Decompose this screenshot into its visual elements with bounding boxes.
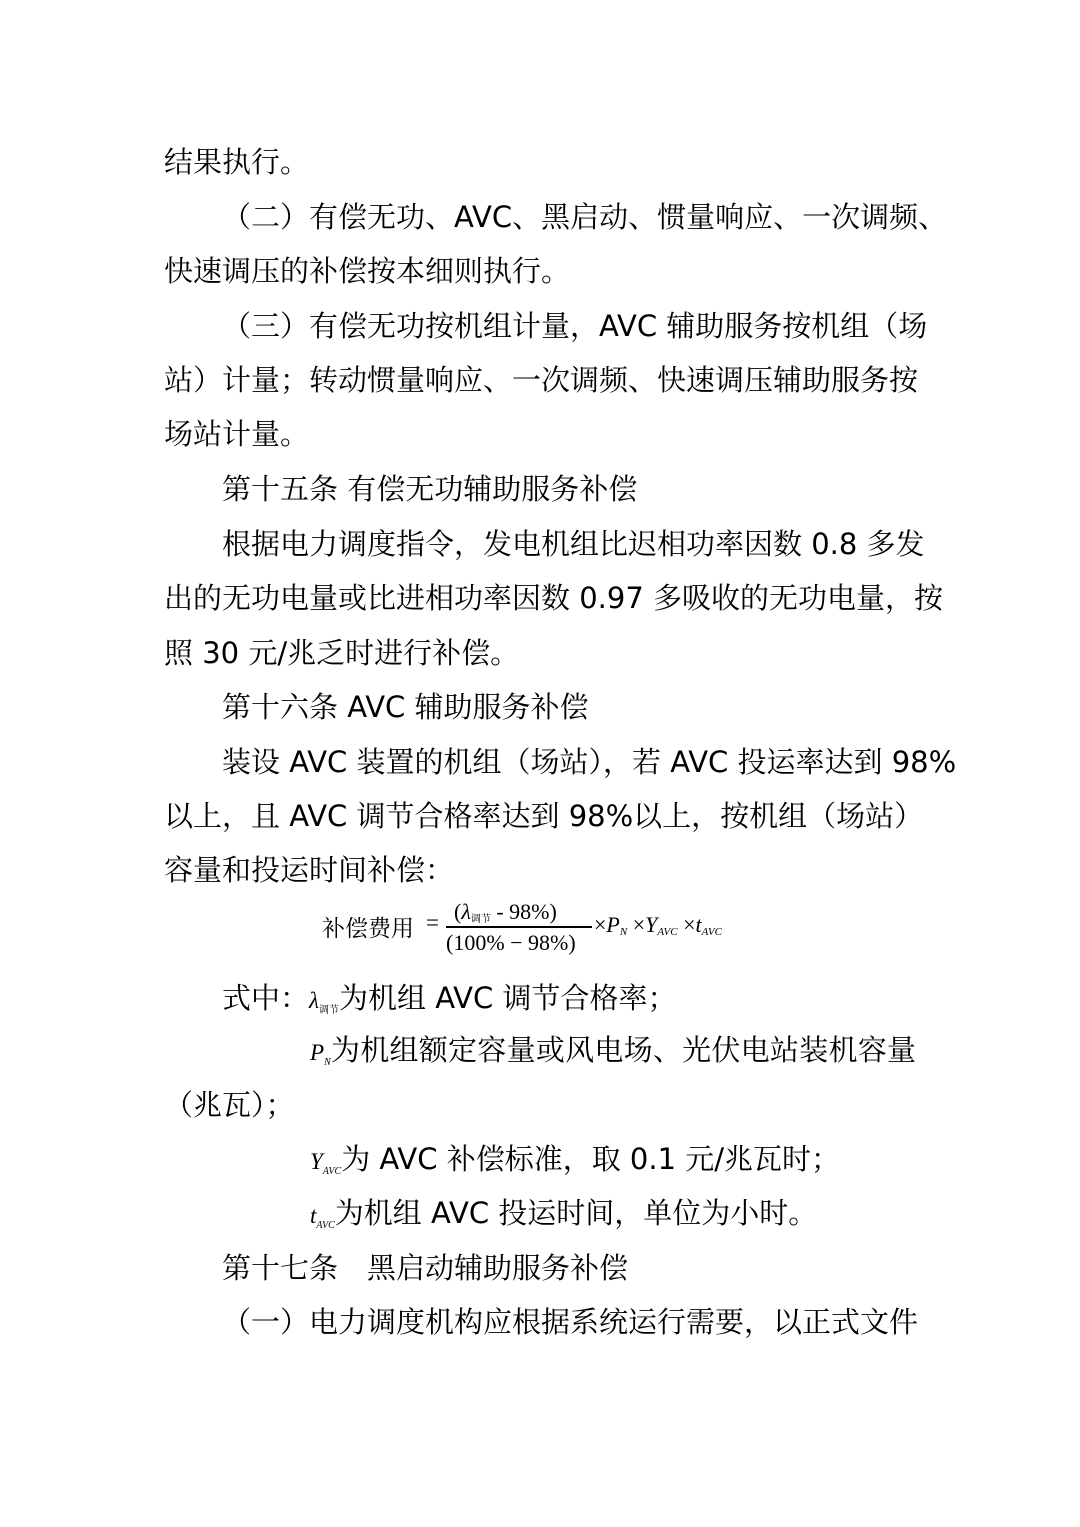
fraction-bar <box>446 926 592 928</box>
compensation-formula <box>322 896 762 962</box>
paragraph-line: 站）计量；转动惯量响应、一次调频、快速调压辅助服务按 <box>164 363 919 397</box>
paragraph-line: 场站计量。 <box>164 417 310 451</box>
section-heading: 第十七条 黑启动辅助服务补偿 <box>222 1251 629 1285</box>
paragraph-line: 装设 AVC 装置的机组（场站），若 AVC 投运率达到 98% <box>222 745 957 779</box>
paragraph-line: （二）有偿无功、AVC、黑启动、惯量响应、一次调频、 <box>222 200 948 234</box>
section-heading: 第十五条 有偿无功辅助服务补偿 <box>222 472 638 506</box>
formula-denominator: (100% − 98%) <box>446 930 576 955</box>
paragraph-line: （一）电力调度机构应根据系统运行需要，以正式文件 <box>222 1305 919 1339</box>
formula-factors: $\times P_N \times Y_{AVC} \times t_{AVC}$ <box>594 912 722 938</box>
definition-p: PN为机组额定容量或风电场、光伏电站装机容量 <box>310 1033 916 1068</box>
section-heading: 第十六条 AVC 辅助服务补偿 <box>222 690 589 724</box>
definition-y: YAVC为 AVC 补偿标准，取 0.1 元/兆瓦时； <box>310 1142 841 1177</box>
definition-t: tAVC为机组 AVC 投运时间，单位为小时。 <box>310 1196 818 1231</box>
paragraph-line: 结果执行。 <box>164 145 310 179</box>
paragraph-line: 根据电力调度指令，发电机组比迟相功率因数 0.8 多发 <box>222 527 925 561</box>
paragraph-line: 以上，且 AVC 调节合格率达到 98%以上，按机组（场站） <box>164 799 924 833</box>
paragraph-line: （三）有偿无功按机组计量，AVC 辅助服务按机组（场 <box>222 309 928 343</box>
definition-p-continued: （兆瓦）； <box>164 1088 295 1122</box>
formula-lhs: 补偿费用 <box>322 916 414 942</box>
paragraph-line: 出的无功电量或比进相功率因数 0.97 多吸收的无功电量，按 <box>164 581 944 615</box>
paragraph-line: 照 30 元/兆乏时进行补偿。 <box>164 636 520 670</box>
paragraph-line: 快速调压的补偿按本细则执行。 <box>164 254 571 288</box>
paragraph-line: 容量和投运时间补偿： <box>164 853 455 887</box>
formula-equals: = <box>426 910 439 935</box>
definition-lambda: 式中：λ调节为机组 AVC 调节合格率； <box>222 981 677 1016</box>
formula-numerator: (λ调节 - 98%) <box>454 899 557 925</box>
